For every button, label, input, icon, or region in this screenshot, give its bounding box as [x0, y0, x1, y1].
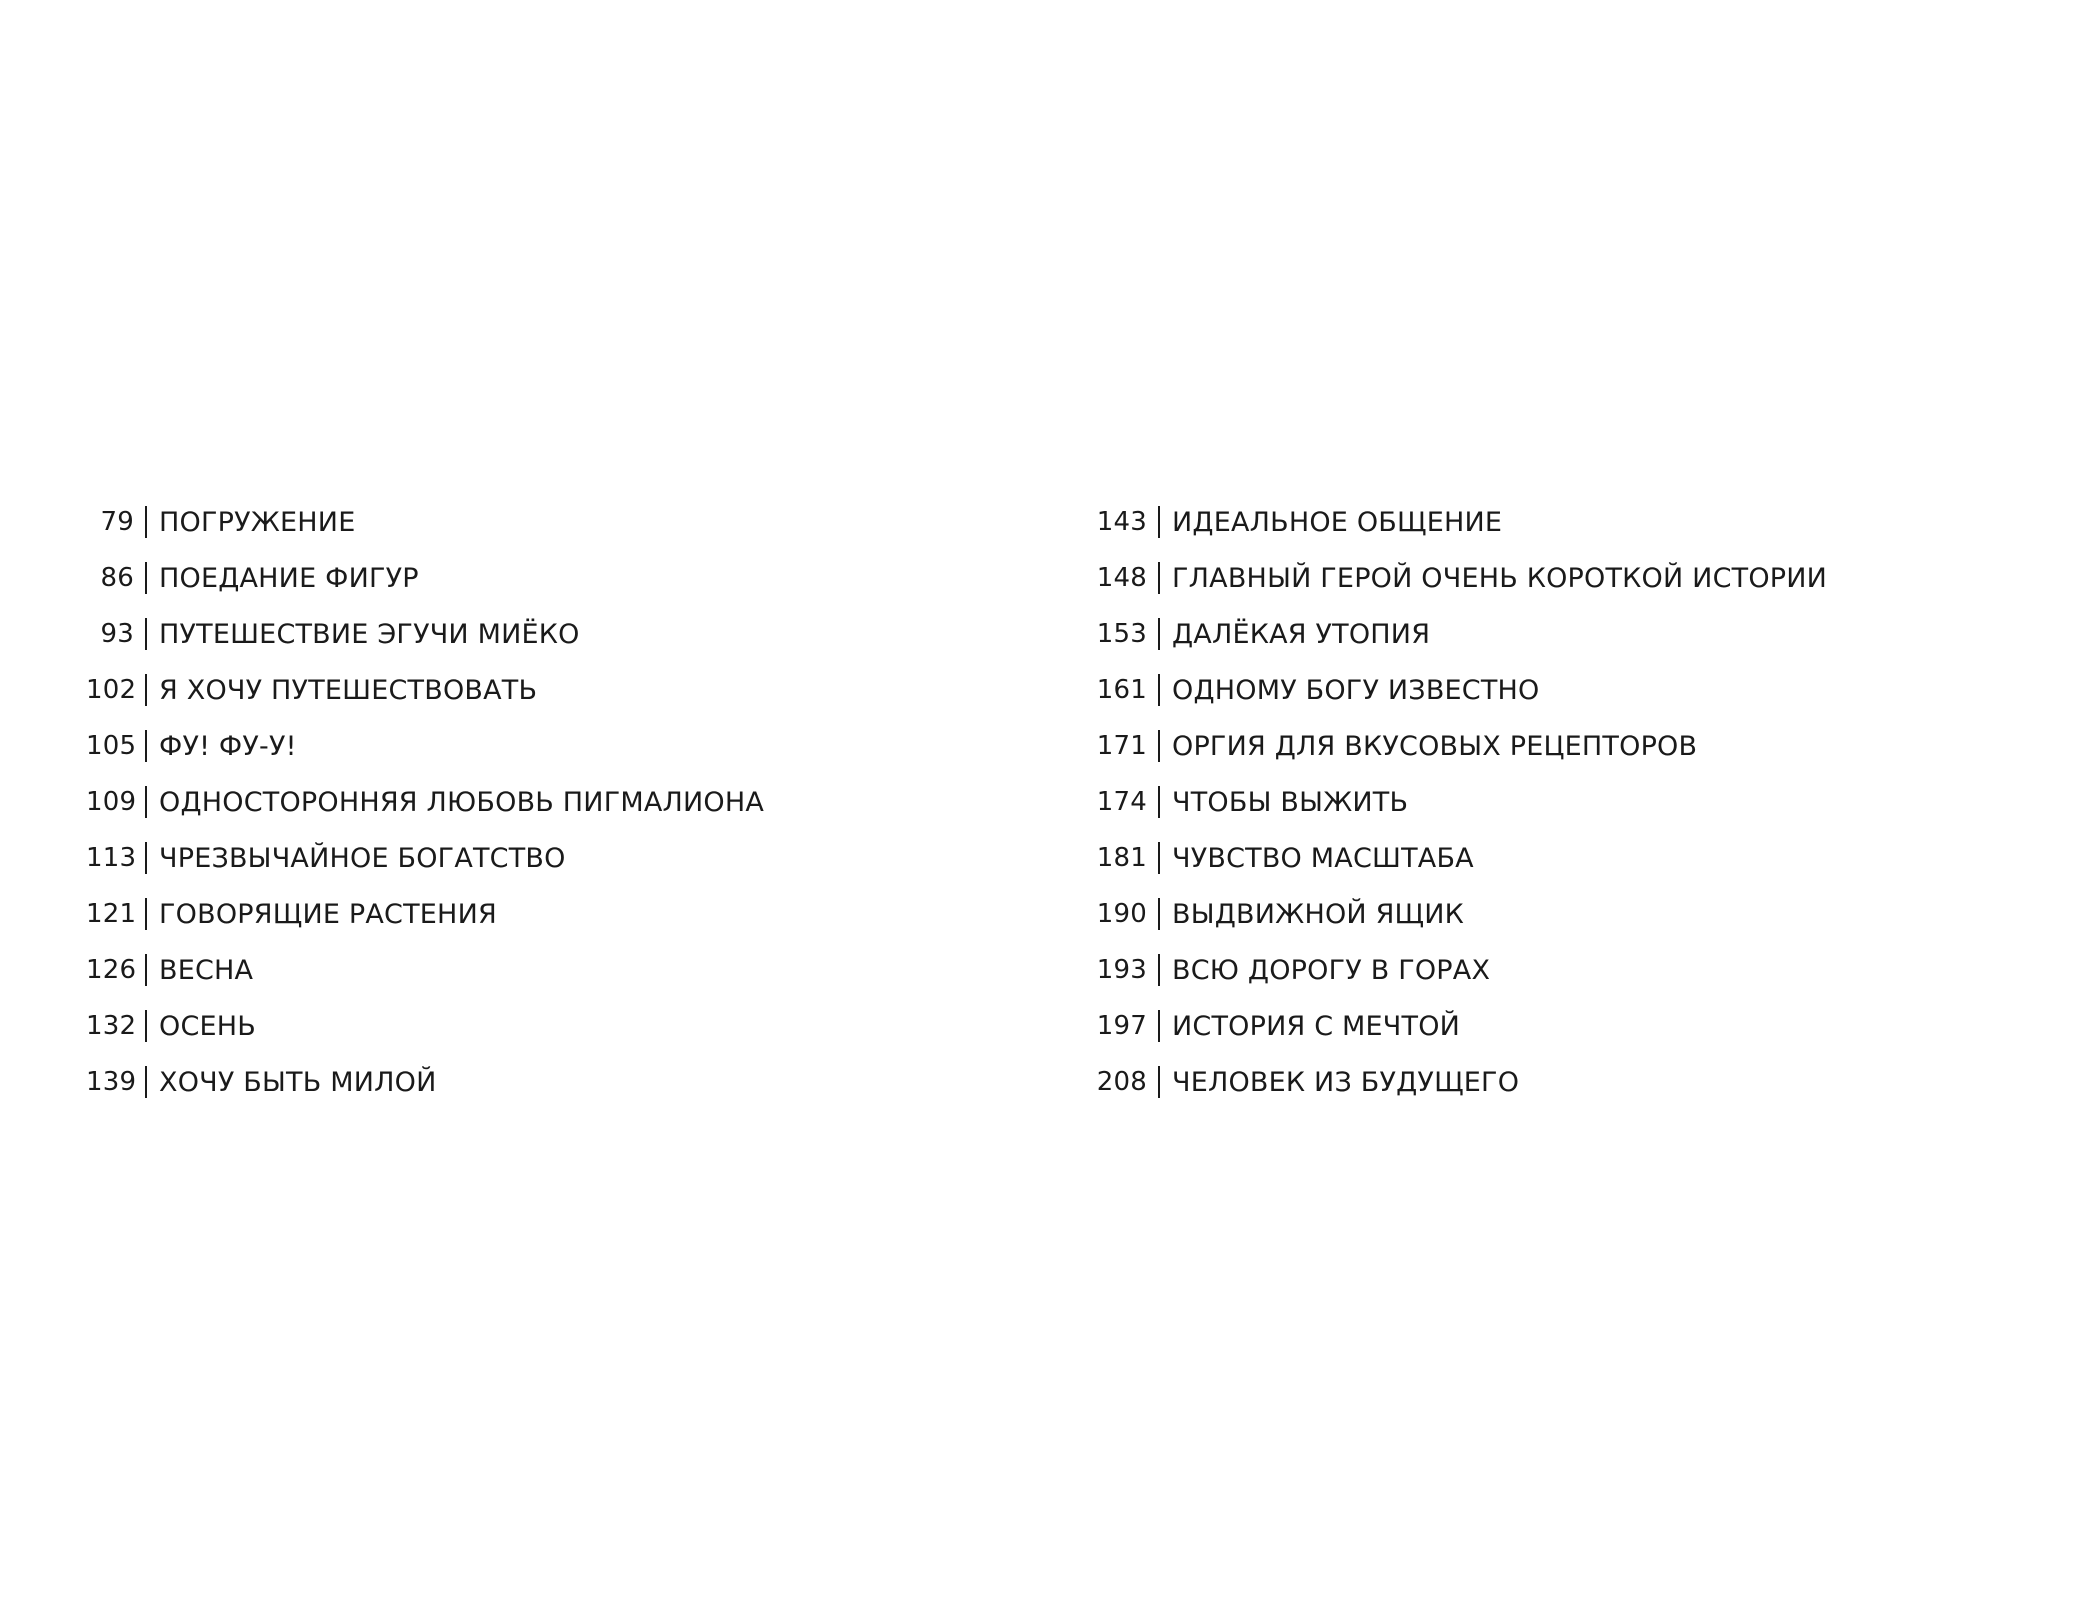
toc-page-number: 153 — [1096, 619, 1147, 649]
toc-entry[interactable] — [1095, 998, 1827, 1054]
toc-page-number: 193 — [1096, 955, 1147, 985]
toc-entry[interactable] — [86, 662, 764, 718]
toc-entry[interactable] — [1095, 1054, 1827, 1110]
toc-entry[interactable] — [86, 494, 764, 550]
toc-page-number: 86 — [100, 563, 134, 593]
toc-page-number: 113 — [86, 843, 137, 873]
toc-separator — [145, 618, 147, 650]
toc-entry[interactable] — [1095, 494, 1827, 550]
toc-entry[interactable] — [86, 550, 764, 606]
toc-chapter-title: ГОВОРЯЩИЕ РАСТЕНИЯ — [159, 898, 497, 930]
toc-chapter-title: ИДЕАЛЬНОЕ ОБЩЕНИЕ — [1172, 506, 1503, 538]
toc-page-number: 161 — [1096, 675, 1147, 705]
toc-separator — [1158, 506, 1160, 538]
toc-entry[interactable] — [86, 942, 764, 998]
toc-chapter-title: ФУ! ФУ-У! — [159, 730, 297, 762]
toc-chapter-title: ПУТЕШЕСТВИЕ ЭГУЧИ МИЁКО — [159, 618, 580, 650]
toc-separator — [1158, 898, 1160, 930]
toc-chapter-title: ОДНОМУ БОГУ ИЗВЕСТНО — [1172, 674, 1540, 706]
toc-chapter-title: ДАЛЁКАЯ УТОПИЯ — [1172, 618, 1431, 650]
toc-entry[interactable] — [86, 718, 764, 774]
toc-page-number: 126 — [86, 955, 137, 985]
toc-entry[interactable] — [1095, 942, 1827, 998]
toc-page-number: 93 — [100, 619, 134, 649]
toc-entry[interactable] — [86, 606, 764, 662]
toc-entry[interactable] — [1095, 550, 1827, 606]
toc-separator — [1158, 674, 1160, 706]
toc-chapter-title: ОРГИЯ ДЛЯ ВКУСОВЫХ РЕЦЕПТОРОВ — [1172, 730, 1698, 762]
toc-separator — [1158, 1066, 1160, 1098]
toc-separator — [145, 954, 147, 986]
toc-page-number: 174 — [1096, 787, 1147, 817]
toc-entry[interactable] — [86, 998, 764, 1054]
toc-entry[interactable] — [86, 774, 764, 830]
toc-chapter-title: ЧЕЛОВЕК ИЗ БУДУЩЕГО — [1172, 1066, 1520, 1098]
toc-separator — [145, 562, 147, 594]
toc-chapter-title: Я ХОЧУ ПУТЕШЕСТВОВАТЬ — [159, 674, 538, 706]
toc-separator — [145, 898, 147, 930]
toc-chapter-title: ВЫДВИЖНОЙ ЯЩИК — [1172, 898, 1465, 930]
toc-separator — [1158, 618, 1160, 650]
toc-entry[interactable] — [86, 830, 764, 886]
toc-separator — [145, 786, 147, 818]
toc-entry[interactable] — [1095, 774, 1827, 830]
toc-chapter-title: ХОЧУ БЫТЬ МИЛОЙ — [159, 1066, 437, 1098]
toc-entry[interactable] — [1095, 830, 1827, 886]
toc-page-number: 171 — [1096, 731, 1147, 761]
toc-page-number: 105 — [86, 731, 137, 761]
toc-page-number: 208 — [1096, 1067, 1147, 1097]
toc-chapter-title: ЧТОБЫ ВЫЖИТЬ — [1172, 786, 1409, 818]
toc-separator — [1158, 730, 1160, 762]
toc-page-number: 143 — [1096, 507, 1147, 537]
toc-separator — [145, 674, 147, 706]
toc-page-number: 79 — [100, 507, 134, 537]
toc-chapter-title: ИСТОРИЯ С МЕЧТОЙ — [1172, 1010, 1461, 1042]
toc-page-number: 190 — [1096, 899, 1147, 929]
toc-page-number: 148 — [1096, 563, 1147, 593]
toc-separator — [1158, 786, 1160, 818]
toc-entry[interactable] — [86, 1054, 764, 1110]
toc-page-number: 197 — [1096, 1011, 1147, 1041]
toc-separator — [1158, 1010, 1160, 1042]
toc-entry[interactable] — [1095, 718, 1827, 774]
toc-entry[interactable] — [86, 886, 764, 942]
toc-chapter-title: ОСЕНЬ — [159, 1010, 256, 1042]
toc-page-number: 181 — [1096, 843, 1147, 873]
toc-chapter-title: ГЛАВНЫЙ ГЕРОЙ ОЧЕНЬ КОРОТКОЙ ИСТОРИИ — [1172, 562, 1828, 594]
toc-separator — [145, 1010, 147, 1042]
toc-separator — [145, 1066, 147, 1098]
toc-separator — [1158, 842, 1160, 874]
toc-chapter-title: ПОГРУЖЕНИЕ — [159, 506, 356, 538]
toc-page-number: 132 — [86, 1011, 137, 1041]
toc-chapter-title: ЧРЕЗВЫЧАЙНОЕ БОГАТСТВО — [159, 842, 566, 874]
toc-left-column — [86, 494, 764, 1110]
toc-chapter-title: ВСЮ ДОРОГУ В ГОРАХ — [1172, 954, 1491, 986]
toc-separator — [1158, 562, 1160, 594]
toc-separator — [145, 506, 147, 538]
toc-page-number: 139 — [86, 1067, 137, 1097]
toc-chapter-title: ЧУВСТВО МАСШТАБА — [1172, 842, 1474, 874]
toc-entry[interactable] — [1095, 662, 1827, 718]
toc-separator — [145, 842, 147, 874]
toc-chapter-title: ПОЕДАНИЕ ФИГУР — [159, 562, 419, 594]
toc-separator — [145, 730, 147, 762]
toc-page-number: 121 — [86, 899, 137, 929]
toc-chapter-title: ВЕСНА — [159, 954, 254, 986]
toc-chapter-title: ОДНОСТОРОННЯЯ ЛЮБОВЬ ПИГМАЛИОНА — [159, 786, 765, 818]
toc-page-number: 102 — [86, 675, 137, 705]
toc-separator — [1158, 954, 1160, 986]
toc-entry[interactable] — [1095, 606, 1827, 662]
toc-right-column — [1095, 494, 1827, 1110]
toc-page-number: 109 — [86, 787, 137, 817]
toc-entry[interactable] — [1095, 886, 1827, 942]
